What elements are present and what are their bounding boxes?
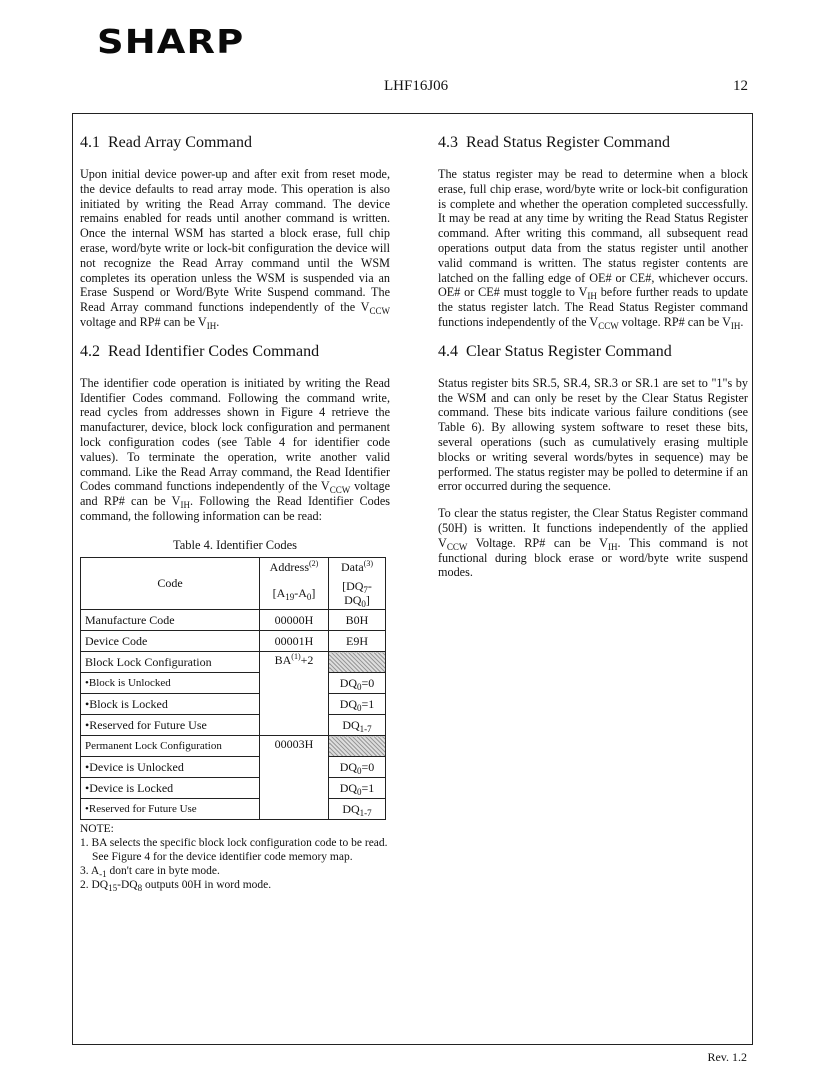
sharp-logo: SHARP (97, 22, 245, 61)
table-row (81, 694, 386, 715)
header-address: Address$^{(2)}$ (260, 557, 329, 578)
left-column (80, 133, 390, 892)
cell-data: $DQ_0=1$ (329, 694, 386, 715)
notes-heading: NOTE: (80, 823, 114, 836)
header-address-range: $[A_{19}-A_0]$ (260, 578, 329, 610)
section-4-1-paragraph: Upon initial device power-up and after exit from reset mode, the device defaults to read array mode. This operation is also initiated by writing the Read Array command. The device remains enabled for reads until another command is written. Once the internal WSM has started a block erase, full chip erase, word/byte write or lock-bit configuration the device will not recognize the Read Array command until the WSM completes its operation unless the WSM is suspended via an Erase Suspend or Word/Byte Write Suspend command. The Read Array command functions independently of the $V_{CCW}$ voltage and RP# can be $V_{IH}$. (80, 167, 390, 331)
table-row (81, 736, 386, 757)
table-title: Table 4. Identifier Codes (172, 537, 298, 552)
note-3: 3. $A_{-1}$ don't care in byte mode. (80, 865, 220, 880)
cell-data: $DQ_0=1$ (329, 778, 386, 799)
table-notes (80, 822, 390, 892)
cell-address: 00000H (260, 610, 329, 631)
cell-code: Device Code (81, 631, 260, 652)
cell-address: 00001H (260, 631, 329, 652)
header-code: Code (81, 557, 260, 610)
note-1: 1. BA selects the specific block lock configuration code to be read. See Figure 4 for the device identifier code memory map. (80, 837, 388, 864)
table-row (81, 610, 386, 631)
section-4-4-heading: 4.4 Clear Status Register Command (438, 342, 672, 360)
section-4-2-paragraph: The identifier code operation is initiated by writing the Read Identifier Codes command. Following the command write, read cycles from addresses shown in Figure 4 retrieve the manufacturer, device, block lock configuration and permanent lock configuration codes (see Table 4 for identifier code values). To terminate the operation, write another valid command. Like the Read Array command, the Read Identifier Codes command functions independently of the $V_{CCW}$ voltage and RP# can be $V_{IH}$. Following the Read Identifier Codes command, the following information can be read: (80, 375, 391, 523)
table-row (81, 799, 386, 820)
page-number: 12 (733, 78, 748, 94)
cell-data-shaded (329, 736, 386, 757)
header-data-range: $[DQ_7-DQ_0]$ (329, 578, 386, 610)
section-4-4-paragraph-1: Status register bits SR.5, SR.4, SR.3 or SR.1 are set to "1"s by the WSM and can only be reset by the Clear Status Register command. These bits indicate various failure conditions (see Table 6). By allowing system software to reset these bits, several operations (such as cumulatively erasing multiple blocks or writing several words/bytes in sequence) may be performed. The status register may be polled to determine if an error occurred during the sequence. (438, 375, 748, 494)
identifier-codes-table (80, 557, 386, 821)
section-4-1-heading: 4.1 Read Array Command (80, 134, 252, 151)
right-column (438, 133, 748, 592)
section-4-2-heading: 4.2 Read Identifier Codes Command (80, 342, 320, 360)
section-4-4-paragraph-2: To clear the status register, the Clear Status Register command (50H) is written. It functions independently of the applied $V_{CCW}$ Voltage. RP# can be $V_{IH}$. This command is not functional during block erase or word/byte write suspend modes. (438, 506, 748, 580)
cell-code: •Device is Unlocked (81, 757, 260, 778)
section-4-3-paragraph: The status register may be read to determine when a block erase, full chip erase, word/byte write or lock-bit configuration is complete and whether the operation completed successfully. It may be read at any time by writing the Read Status Register command. After writing this command, all subsequent read operations output data from the status register until another valid command is written. The status register contents are latched on the falling edge of OE# or CE#, whichever occurs. OE# or CE# must toggle to $V_{IH}$ before further reads to update the status register latch. The Read Status Register command functions independently of the $V_{CCW}$ voltage. RP# can be $V_{IH}$. (438, 167, 748, 331)
note-2: 2. $DQ_{15}-DQ_8$ outputs 00H in word mode. (80, 879, 272, 894)
cell-code: •Block is Unlocked (81, 673, 260, 694)
table-header-row (81, 557, 386, 578)
section-4-3-heading: 4.3 Read Status Register Command (438, 134, 670, 151)
cell-data: $DQ_{1-7}$ (329, 715, 386, 736)
table-row (81, 673, 386, 694)
cell-data-shaded (329, 652, 386, 673)
cell-code: Manufacture Code (81, 610, 260, 631)
cell-code: •Device is Locked (81, 778, 260, 799)
document-id: LHF16J06 (384, 78, 449, 94)
header-data: Data$^{(3)}$ (329, 557, 386, 578)
cell-data: B0H (329, 610, 386, 631)
cell-code: •Reserved for Future Use (81, 799, 260, 820)
table-row (81, 715, 386, 736)
table-row (81, 652, 386, 673)
cell-code: Permanent Lock Configuration (81, 736, 260, 757)
cell-data: $DQ_0=0$ (329, 757, 386, 778)
table-row (81, 757, 386, 778)
cell-address: $BA^{(1)}+2$ (260, 652, 329, 736)
cell-data: $DQ_0=0$ (329, 673, 386, 694)
table-row (81, 778, 386, 799)
table-row (81, 631, 386, 652)
cell-address: 00003H (260, 736, 329, 820)
cell-data: E9H (329, 631, 386, 652)
revision-footer: Rev. 1.2 (707, 1050, 747, 1064)
cell-code: •Block is Locked (81, 694, 260, 715)
cell-code: Block Lock Configuration (81, 652, 260, 673)
cell-code: •Reserved for Future Use (81, 715, 260, 736)
cell-data: $DQ_{1-7}$ (329, 799, 386, 820)
